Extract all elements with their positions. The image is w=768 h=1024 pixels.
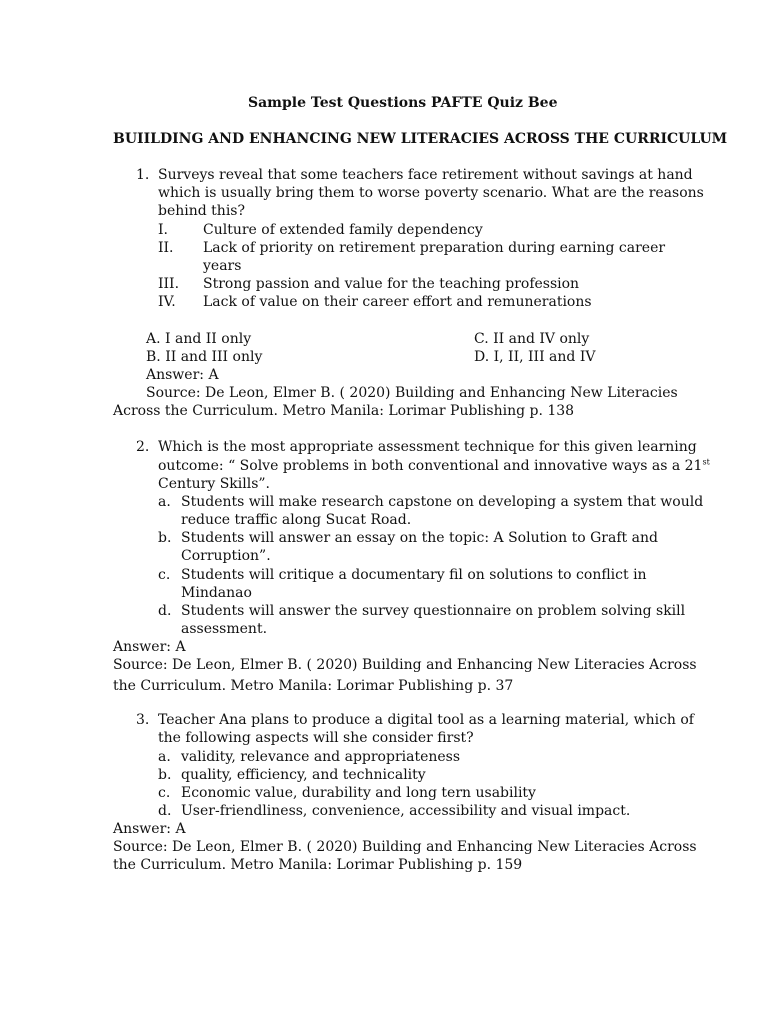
option-letter: b. xyxy=(158,530,172,546)
source-citation: Across the Curriculum. Metro Manila: Lorimar Publishing p. 138 xyxy=(113,403,575,419)
option-letter: c. xyxy=(158,567,171,583)
option-text: Corruption”. xyxy=(181,548,271,564)
option-text: validity, relevance and appropriateness xyxy=(181,749,461,765)
question-2-number: 2. xyxy=(136,439,150,455)
question-2-text: Which is the most appropriate assessment technique for this given learning xyxy=(158,439,697,455)
question-3-text: Teacher Ana plans to produce a digital tool as a learning material, which of xyxy=(158,712,694,728)
option-letter: d. xyxy=(158,803,172,819)
option-letter: c. xyxy=(158,785,171,801)
roman-item-number: III. xyxy=(158,276,180,292)
roman-item-number: II. xyxy=(158,240,174,256)
choice-b: B. II and III only xyxy=(146,349,263,365)
option-text: Students will answer the survey questionnaire on problem solving skill xyxy=(181,603,686,619)
section-heading: BUIILDING AND ENHANCING NEW LITERACIES ACROSS THE CURRICULUM xyxy=(113,131,728,147)
roman-item-number: I. xyxy=(158,222,168,238)
question-2-text: outcome: “ Solve problems in both conventional and innovative ways as a 21st xyxy=(158,457,710,474)
option-letter: b. xyxy=(158,767,172,783)
roman-item-text: Lack of priority on retirement preparation during earning career xyxy=(203,240,666,256)
source-citation: Source: De Leon, Elmer B. ( 2020) Building and Enhancing New Literacies Across xyxy=(113,839,697,855)
option-text: Economic value, durability and long tern usability xyxy=(181,785,536,801)
answer: Answer: A xyxy=(113,639,186,655)
option-letter: a. xyxy=(158,749,171,765)
option-text: quality, efficiency, and technicality xyxy=(181,767,426,783)
choice-d: D. I, II, III and IV xyxy=(474,349,596,365)
option-text: Mindanao xyxy=(181,585,252,601)
question-1-text: Surveys reveal that some teachers face retirement without savings at hand xyxy=(158,167,693,183)
answer: Answer: A xyxy=(146,367,219,383)
question-1-text: behind this? xyxy=(158,203,245,219)
option-letter: a. xyxy=(158,494,171,510)
roman-item-text: Strong passion and value for the teaching profession xyxy=(203,276,580,292)
option-letter: d. xyxy=(158,603,172,619)
option-text: reduce traffic along Sucat Road. xyxy=(181,512,412,528)
choice-a: A. I and II only xyxy=(146,331,252,347)
question-2-text: Century Skills”. xyxy=(158,476,271,492)
question-3-text: the following aspects will she consider first? xyxy=(158,730,474,746)
superscript: st xyxy=(702,457,710,467)
option-text: Students will critique a documentary fil on solutions to conflict in xyxy=(181,567,647,583)
question-3-number: 3. xyxy=(136,712,150,728)
option-text: Students will make research capstone on developing a system that would xyxy=(181,494,704,510)
roman-item-text: Lack of value on their career effort and remunerations xyxy=(203,294,592,310)
source-citation: the Curriculum. Metro Manila: Lorimar Publishing p. 159 xyxy=(113,857,523,873)
roman-item-number: IV. xyxy=(158,294,176,310)
answer: Answer: A xyxy=(113,821,186,837)
option-text: User-friendliness, convenience, accessibility and visual impact. xyxy=(181,803,631,819)
option-text: Students will answer an essay on the topic: A Solution to Graft and xyxy=(181,530,658,546)
option-text: assessment. xyxy=(181,621,268,637)
roman-item-text: years xyxy=(203,258,242,274)
page-title: Sample Test Questions PAFTE Quiz Bee xyxy=(248,95,558,111)
question-1-number: 1. xyxy=(136,167,150,183)
question-1-text: which is usually bring them to worse poverty scenario. What are the reasons xyxy=(158,185,704,201)
choice-c: C. II and IV only xyxy=(474,331,590,347)
roman-item-text: Culture of extended family dependency xyxy=(203,222,483,238)
source-citation: Source: De Leon, Elmer B. ( 2020) Building and Enhancing New Literacies xyxy=(146,385,678,401)
source-citation: the Curriculum. Metro Manila: Lorimar Publishing p. 37 xyxy=(113,678,514,694)
source-citation: Source: De Leon, Elmer B. ( 2020) Building and Enhancing New Literacies Across xyxy=(113,657,697,673)
